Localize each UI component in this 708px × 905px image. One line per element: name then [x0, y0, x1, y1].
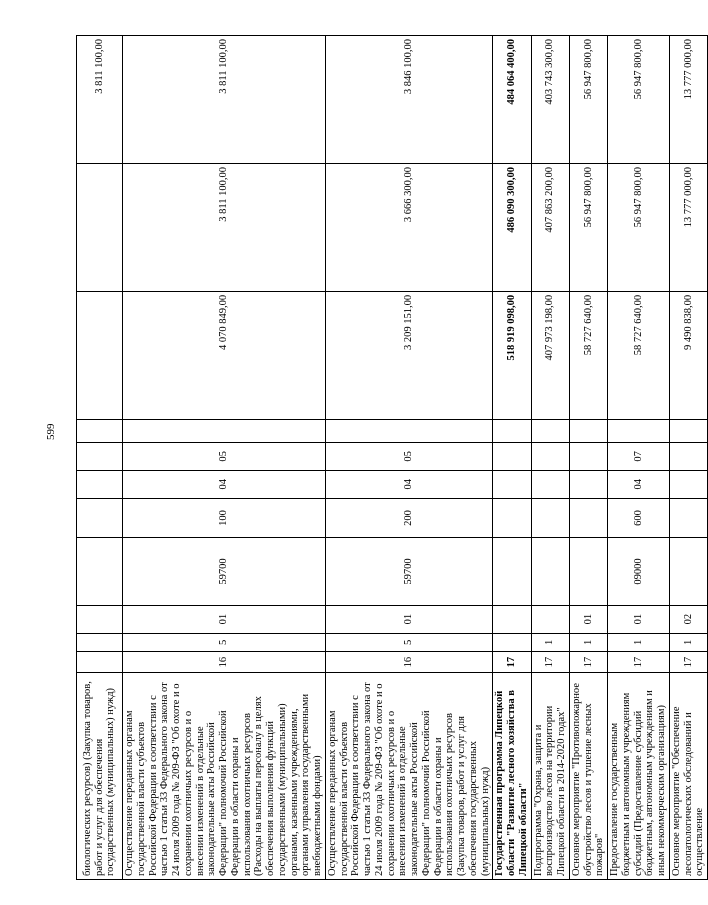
- program-code: 17: [569, 652, 607, 673]
- subsection-code: 05: [123, 442, 326, 470]
- program-code: 17: [493, 652, 531, 673]
- amount-year-1: 407 973 198,00: [531, 291, 569, 419]
- amount-year-3: 13 777 000,00: [669, 36, 707, 164]
- table-row: [123, 36, 326, 880]
- subprogram-code: [493, 633, 531, 652]
- direction-code: [77, 538, 123, 605]
- amount-year-1: 58 727 640,00: [569, 291, 607, 419]
- section-code: 04: [325, 470, 493, 498]
- extra-code: [531, 419, 569, 442]
- table-row: [608, 36, 670, 880]
- extra-code: [569, 419, 607, 442]
- event-code: 01: [608, 605, 670, 633]
- expense-type-code: [669, 498, 707, 538]
- amount-year-1: 4 070 849,00: [123, 291, 326, 419]
- program-code: 17: [669, 652, 707, 673]
- subsection-code: [669, 442, 707, 470]
- direction-code: [569, 538, 607, 605]
- table-row: [569, 36, 607, 880]
- subprogram-code: 1: [669, 633, 707, 652]
- section-code: [531, 470, 569, 498]
- subsection-code: 07: [608, 442, 670, 470]
- expense-type-code: 100: [123, 498, 326, 538]
- expense-type-code: [531, 498, 569, 538]
- section-code: 04: [608, 470, 670, 498]
- program-code: 17: [531, 652, 569, 673]
- amount-year-2: 407 863 200,00: [531, 163, 569, 291]
- expense-type-code: 200: [325, 498, 493, 538]
- budget-sheet: [76, 35, 706, 880]
- table-row: [669, 36, 707, 880]
- subprogram-code: 1: [608, 633, 670, 652]
- amount-year-3: 3 846 100,00: [325, 36, 493, 164]
- event-code: [77, 605, 123, 633]
- amount-year-2: 486 090 300,00: [493, 163, 531, 291]
- page-number: 599: [45, 423, 57, 440]
- event-code: 02: [669, 605, 707, 633]
- direction-code: [493, 538, 531, 605]
- amount-year-3: 3 811 100,00: [123, 36, 326, 164]
- amount-year-2: 13 777 000,00: [669, 163, 707, 291]
- amount-year-1: 518 919 098,00: [493, 291, 531, 419]
- amount-year-3: 3 811 100,00: [77, 36, 123, 164]
- amount-year-2: 56 947 800,00: [608, 163, 670, 291]
- amount-year-1: 9 490 838,00: [669, 291, 707, 419]
- subprogram-code: 1: [569, 633, 607, 652]
- table-row: [493, 36, 531, 880]
- row-name: биологических ресурсов) (Закупка товаров, работ и услуг для обеспечения государственных (муниципальных) нужд): [77, 673, 123, 880]
- subprogram-code: 5: [325, 633, 493, 652]
- event-code: [493, 605, 531, 633]
- subprogram-code: 5: [123, 633, 326, 652]
- amount-year-3: 56 947 800,00: [608, 36, 670, 164]
- event-code: 01: [123, 605, 326, 633]
- direction-code: 09000: [608, 538, 670, 605]
- section-code: [669, 470, 707, 498]
- row-name: Осуществление переданных органам государственной власти субъектов Российской Федерации в соответствии с частью 1 статьи 33 Федерального закона от 24 июля 2009 года № 209-ФЗ "Об охоте и о сохранении охотничьих ресурсов и о внесении изменений в отдельные законодательные акты Российской Федерации" полномочий Российской Федерации в области охраны и использования охотничьих ресурсов (Расходы на выплаты персоналу в целях обеспечения выполнения функций государственными (муниципальными) органами, казенными учреждениями, органами управления государственными внебюджетными фондами): [123, 673, 326, 880]
- program-code: 16: [325, 652, 493, 673]
- subprogram-code: 1: [531, 633, 569, 652]
- program-code: [77, 652, 123, 673]
- amount-year-3: 484 064 400,00: [493, 36, 531, 164]
- section-code: [493, 470, 531, 498]
- extra-code: [123, 419, 326, 442]
- amount-year-1: 58 727 640,00: [608, 291, 670, 419]
- amount-year-2: [77, 163, 123, 291]
- amount-year-2: 56 947 800,00: [569, 163, 607, 291]
- table-row: [325, 36, 493, 880]
- extra-code: [608, 419, 670, 442]
- event-code: [531, 605, 569, 633]
- expense-type-code: [77, 498, 123, 538]
- extra-code: [493, 419, 531, 442]
- program-code: 17: [608, 652, 670, 673]
- section-code: [77, 470, 123, 498]
- row-name: Основное мероприятие "Обеспечение лесопатологических обследований и осуществление: [669, 673, 707, 880]
- program-code: 16: [123, 652, 326, 673]
- row-name: Осуществление переданных органам государственной власти субъектов Российской Федерации в соответствии с частью 1 статьи 33 Федерального закона от 24 июля 2009 года № 209-ФЗ "Об охоте и о сохранении охотничьих ресурсов и о внесении изменений в отдельные законодательные акты Российской Федерации" полномочий Российской Федерации в области охраны и использования охотничьих ресурсов (Закупка товаров, работ и услуг для обеспечения государственных (муниципальных) нужд): [325, 673, 493, 880]
- subsection-code: [77, 442, 123, 470]
- amount-year-2: 3 811 100,00: [123, 163, 326, 291]
- row-name: Предоставление государственным бюджетным и автономным учреждениям субсидий (Предоставление субсидий бюджетным, автономным учреждениям и иным некоммерческим организациям): [608, 673, 670, 880]
- direction-code: 59700: [123, 538, 326, 605]
- extra-code: [669, 419, 707, 442]
- row-name: Основное мероприятие "Противопожарное обустройство лесов и тушение лесных пожаров": [569, 673, 607, 880]
- subsection-code: 05: [325, 442, 493, 470]
- section-code: 04: [123, 470, 326, 498]
- amount-year-1: [77, 291, 123, 419]
- event-code: 01: [325, 605, 493, 633]
- row-name: Государственная программа Липецкой области "Развитие лесного хозяйства в Липецкой области": [493, 673, 531, 880]
- section-code: [569, 470, 607, 498]
- amount-year-2: 3 666 300,00: [325, 163, 493, 291]
- direction-code: 59700: [325, 538, 493, 605]
- subsection-code: [531, 442, 569, 470]
- event-code: 01: [569, 605, 607, 633]
- extra-code: [77, 419, 123, 442]
- expense-type-code: [493, 498, 531, 538]
- direction-code: [531, 538, 569, 605]
- amount-year-1: 3 209 151,00: [325, 291, 493, 419]
- amount-year-3: 403 743 300,00: [531, 36, 569, 164]
- expense-type-code: 600: [608, 498, 670, 538]
- table-row: [531, 36, 569, 880]
- expense-type-code: [569, 498, 607, 538]
- budget-table: [76, 35, 708, 880]
- extra-code: [325, 419, 493, 442]
- subsection-code: [493, 442, 531, 470]
- amount-year-3: 56 947 800,00: [569, 36, 607, 164]
- direction-code: [669, 538, 707, 605]
- row-name: Подпрограмма "Охрана, защита и воспроизводство лесов на территории Липецкой области в 2014-2020 годах": [531, 673, 569, 880]
- table-row: [77, 36, 123, 880]
- subprogram-code: [77, 633, 123, 652]
- subsection-code: [569, 442, 607, 470]
